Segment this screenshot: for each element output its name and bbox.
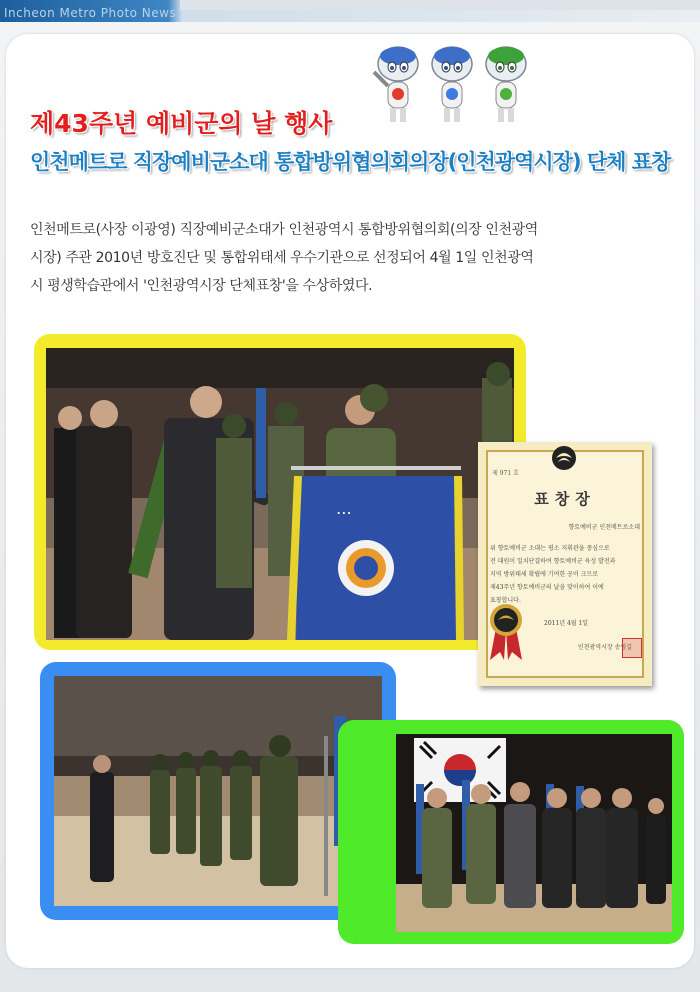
certificate-image xyxy=(478,442,652,686)
photo-salute xyxy=(54,676,382,906)
mascots-icon xyxy=(368,42,536,128)
article-headline: 제43주년 예비군의 날 행사 xyxy=(30,109,333,138)
mascot-green-icon xyxy=(486,47,526,122)
mascot-red-icon xyxy=(374,47,418,122)
top-banner-accent xyxy=(180,0,700,10)
article-body: 인천메트로(사장 이광영) 직장예비군소대가 인천광역시 통합방위협의회(의장 인천광역 시장) 주관 2010년 방호진단 및 통합위태세 우수기관으로 선정되어 4월 1일 인천광역 시 평생학습관에서 '인천광역시장 단체표창'을 수상하였다. xyxy=(30,222,538,294)
certificate-date: 2011년 4월 1일 xyxy=(544,620,589,627)
certificate-seal xyxy=(622,638,642,658)
certificate-recipient: 향토예비군 인천메트로소대 xyxy=(568,524,640,531)
mascot-blue-icon xyxy=(432,47,472,122)
emblem-icon xyxy=(550,444,578,472)
photo-award-ceremony xyxy=(46,348,514,640)
certificate-issuer: 인천광역시장 송영길 xyxy=(577,644,632,651)
top-banner xyxy=(0,0,700,22)
emblem-ribbon-icon xyxy=(486,602,526,662)
certificate-title: 표창장 xyxy=(534,490,596,508)
site-title: Incheon Metro Photo News xyxy=(4,6,177,20)
certificate-number: 제 971 호 xyxy=(492,470,519,477)
svg-text:⋯: ⋯ xyxy=(336,503,352,522)
article-subheadline: 인천메트로 직장예비군소대 통합방위협의회의장(인천광역시장) 단체 표창 xyxy=(30,150,671,174)
photo-group xyxy=(396,734,672,932)
certificate-text: 위 향토예비군 소대는 평소 지휘관을 중심으로 전 대원이 일치단결하여 향토예비군 육성 발전과 지역 방위태세 확립에 기여한 공이 크므로 제43주년 향토예비군의 날을 맞이하여 이에 표창합니다. xyxy=(490,545,616,604)
